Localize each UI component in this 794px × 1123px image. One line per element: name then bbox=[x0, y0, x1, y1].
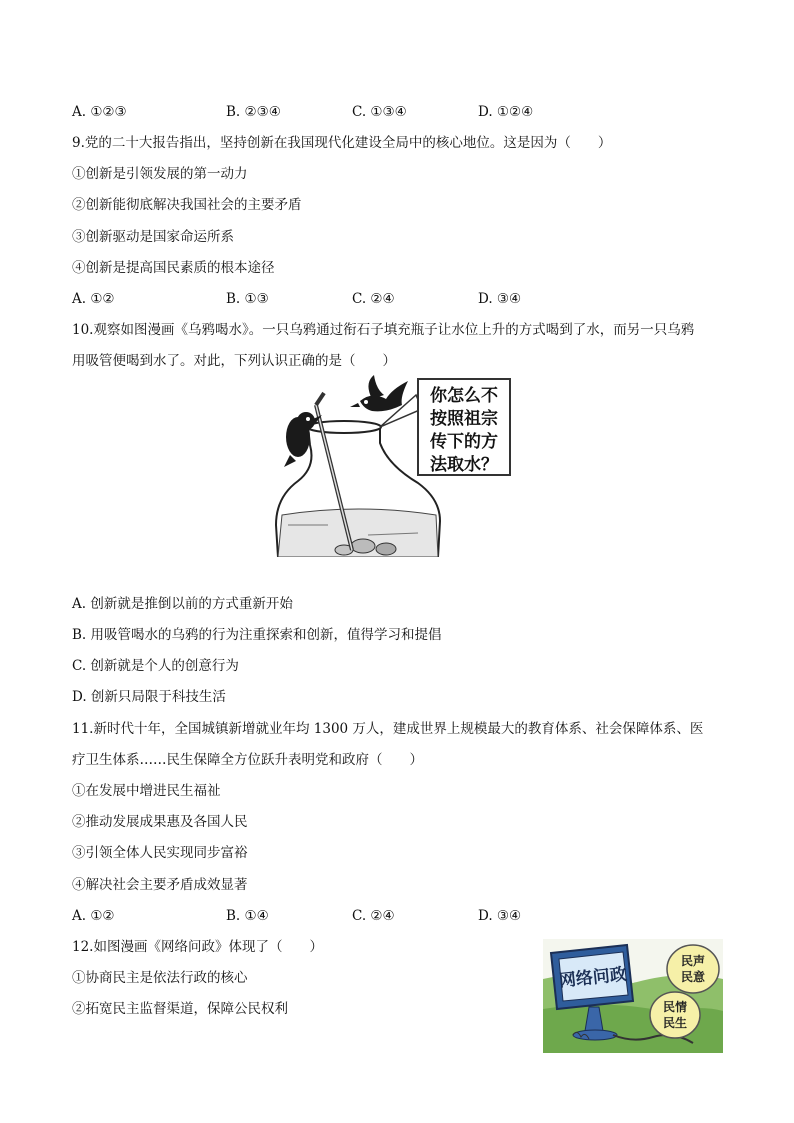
q10-stem-line-1: 10.观察如图漫画《乌鸦喝水》。一只乌鸦通过衔石子填充瓶子让水位上升的方式喝到了水，而另一只乌鸦 bbox=[72, 322, 695, 338]
q11-item-1: ①在发展中增进民生福祉 bbox=[72, 783, 221, 799]
network-politics-cartoon-figure bbox=[543, 939, 723, 1053]
q10-option-a: A. 创新就是推倒以前的方式重新开始 bbox=[72, 596, 293, 612]
q9-item-1: ①创新是引领发展的第一动力 bbox=[72, 166, 248, 182]
q9-option-c: C. ②④ bbox=[352, 291, 395, 307]
crow-cartoon-illustration bbox=[268, 375, 514, 557]
q9-option-d: D. ③④ bbox=[478, 291, 522, 307]
q9-option-a: A. ①② bbox=[72, 291, 115, 307]
cartoon-bubble1-line-2: 民意 bbox=[680, 970, 706, 984]
q9-item-3: ③创新驱动是国家命运所系 bbox=[72, 229, 234, 245]
q11-item-4: ④解决社会主要矛盾成效显著 bbox=[72, 877, 248, 893]
cartoon-bubble1-line-1: 民声 bbox=[680, 954, 706, 968]
q11-option-c: C. ②④ bbox=[352, 908, 395, 924]
q8-option-b: B. ②③④ bbox=[226, 104, 281, 120]
q9-stem: 9.党的二十大报告指出，坚持创新在我国现代化建设全局中的核心地位。这是因为（ ） bbox=[72, 135, 612, 151]
q9-option-b: B. ①③ bbox=[226, 291, 269, 307]
q10-option-c: C. 创新就是个人的创意行为 bbox=[72, 658, 239, 674]
q10-option-d: D. 创新只局限于科技生活 bbox=[72, 689, 226, 705]
q9-item-2: ②创新能彻底解决我国社会的主要矛盾 bbox=[72, 197, 302, 213]
q11-option-d: D. ③④ bbox=[478, 908, 522, 924]
q12-item-1: ①协商民主是依法行政的核心 bbox=[72, 970, 248, 986]
q8-option-c: C. ①③④ bbox=[352, 104, 407, 120]
q12-item-2: ②拓宽民主监督渠道，保障公民权利 bbox=[72, 1001, 288, 1017]
q9-item-4: ④创新是提高国民素质的根本途径 bbox=[72, 260, 275, 276]
crow-cartoon-figure bbox=[268, 375, 514, 557]
network-politics-illustration bbox=[543, 939, 723, 1053]
q11-item-3: ③引领全体人民实现同步富裕 bbox=[72, 845, 248, 861]
q11-item-2: ②推动发展成果惠及各国人民 bbox=[72, 814, 248, 830]
q11-option-b: B. ①④ bbox=[226, 908, 269, 924]
cartoon-speech-line-4: 法取水？ bbox=[430, 455, 498, 475]
cartoon-screen-text: 网络问政 bbox=[558, 964, 628, 992]
q12-stem: 12.如图漫画《网络问政》体现了（ ） bbox=[72, 939, 323, 955]
q11-option-a: A. ①② bbox=[72, 908, 115, 924]
q8-option-a: A. ①②③ bbox=[72, 104, 127, 120]
q10-stem-line-2: 用吸管便喝到水了。对此，下列认识正确的是（ ） bbox=[72, 353, 396, 369]
cartoon-speech-line-1: 你怎么不 bbox=[430, 386, 498, 406]
cartoon-bubble2-line-2: 民生 bbox=[662, 1016, 688, 1030]
q11-stem-line-1: 11.新时代十年，全国城镇新增就业年均 1300 万人，建成世界上规模最大的教育体系、社会保障体系、医 bbox=[72, 721, 704, 737]
q8-option-d: D. ①②④ bbox=[478, 104, 534, 120]
cartoon-bubble2-line-1: 民情 bbox=[662, 1000, 688, 1014]
q10-option-b: B. 用吸管喝水的乌鸦的行为注重探索和创新，值得学习和提倡 bbox=[72, 627, 442, 643]
cartoon-speech-line-3: 传下的方 bbox=[430, 432, 498, 452]
q11-stem-line-2: 疗卫生体系……民生保障全方位跃升表明党和政府（ ） bbox=[72, 752, 423, 768]
cartoon-speech-line-2: 按照祖宗 bbox=[430, 409, 498, 429]
